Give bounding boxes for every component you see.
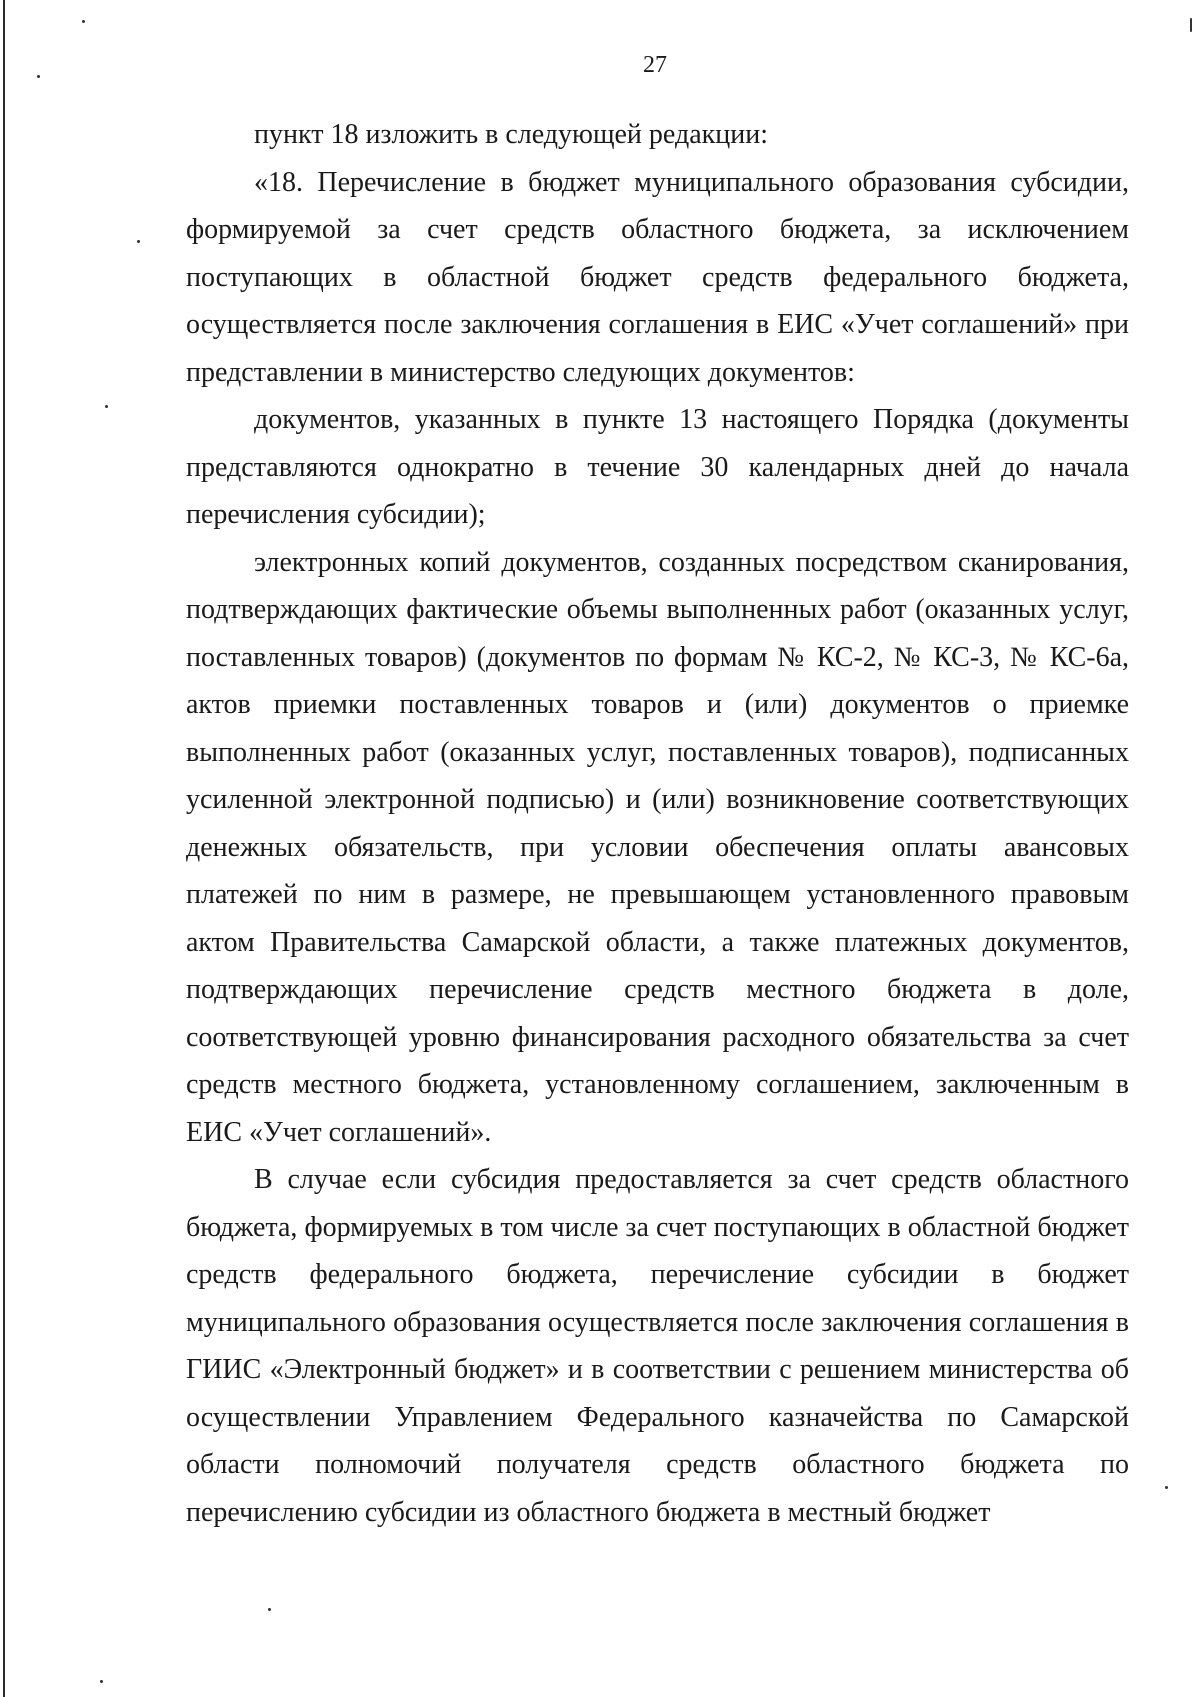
paragraph: документов, указанных в пункте 13 настоящего Порядка (документы представляются однократно в течение 30 календарных дней до начала перечисления субсидии); bbox=[186, 404, 1129, 530]
scan-speck bbox=[137, 240, 140, 243]
scan-edge bbox=[3, 0, 5, 1697]
paragraph: «18. Перечисление в бюджет муниципального образования субсидии, формируемой за счет средств областного бюджета, за исключением поступающих в областной бюджет средств федерального бюджета, осуществляется после заключения соглашения в ЕИС «Учет соглашений» при представлении в министерство следующих документов: bbox=[186, 166, 1129, 388]
scan-speck bbox=[268, 1608, 271, 1611]
paragraph: пункт 18 изложить в следующей редакции: bbox=[254, 119, 768, 150]
scan-speck bbox=[100, 1680, 103, 1683]
paragraph: электронных копий документов, созданных посредством сканирования, подтверждающих фактические объемы выполненных работ (оказанных услуг, поставленных товаров) (документов по формам № КС-2, № КС-3, № КС-6а, актов приемки поставленных товаров и (или) документов о приемке выполненных работ (оказанных услуг, поставленных товаров), подписанных усиленной электронной подписью) и (или) возникновение соответствующих денежных обязательств, при условии обеспечения оплаты авансовых платежей по ним в размере, не превышающем установленного правовым актом Правительства Самарской области, а также платежных документов, подтверждающих перечисление средств местного бюджета в доле, соответствующей уровню финансирования расходного обязательства за счет средств местного бюджета, установленному соглашением, заключенным в ЕИС «Учет соглашений». bbox=[186, 546, 1129, 1148]
scan-speck bbox=[1190, 18, 1192, 32]
page-number: 27 bbox=[643, 52, 667, 78]
scan-speck bbox=[1165, 1486, 1168, 1489]
scan-speck bbox=[105, 405, 108, 408]
paragraph: В случае если субсидия предоставляется за счет средств областного бюджета, формируемых в том числе за счет поступающих в областной бюджет средств федерального бюджета, перечисление субсидии в бюджет муниципального образования осуществляется после заключения соглашения в ГИИС «Электронный бюджет» и в соответствии с решением министерства об осуществлении Управлением Федерального казначейства по Самарской области полномочий получателя средств областного бюджета по перечислению субсидии из областного бюджета в местный бюджет bbox=[186, 1164, 1129, 1528]
scan-speck bbox=[82, 20, 85, 23]
document-body bbox=[186, 111, 1129, 1536]
